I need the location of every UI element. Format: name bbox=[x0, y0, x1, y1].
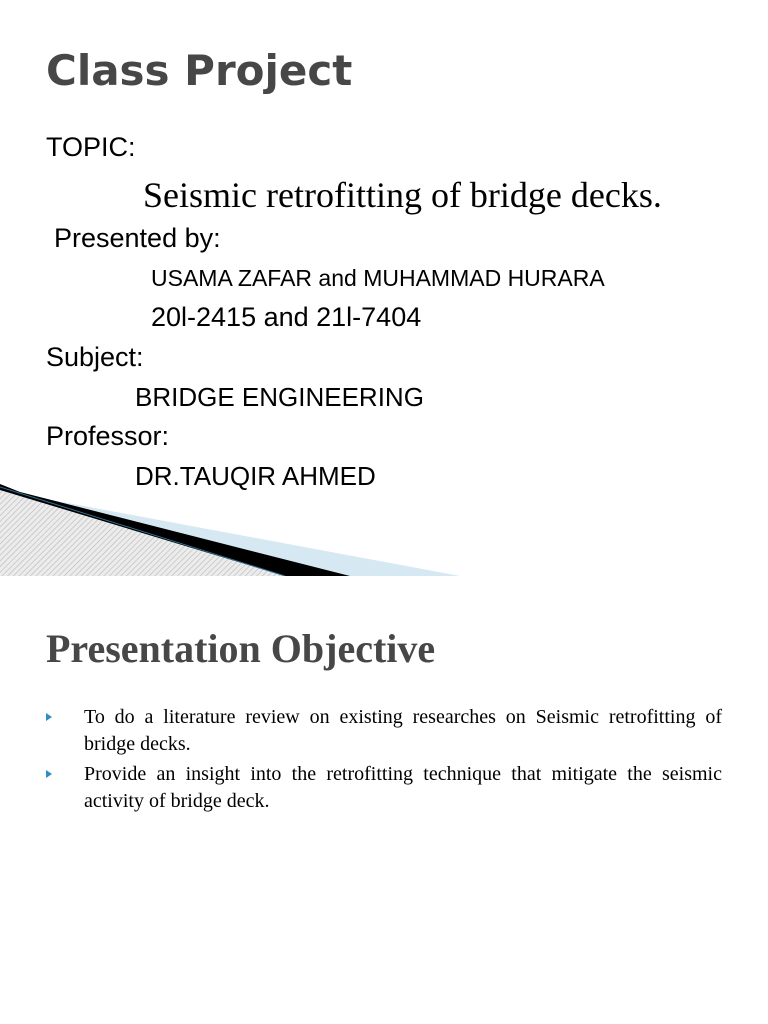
professor-label: Professor: bbox=[46, 421, 170, 451]
bullet-item bbox=[46, 704, 722, 758]
triangle-bullet-icon bbox=[46, 713, 52, 721]
objective-bullet-list bbox=[46, 704, 722, 818]
bullet-text: To do a literature review on existing researches on Seismic retrofitting of bridge decks. bbox=[84, 706, 722, 755]
objective-title: Presentation Objective bbox=[46, 626, 436, 671]
triangle-bullet-icon bbox=[46, 770, 52, 778]
subject-label: Subject: bbox=[46, 342, 144, 372]
decorative-swoosh bbox=[0, 470, 460, 576]
professor-value: DR.TAUQIR AHMED bbox=[135, 461, 376, 491]
subject-value: BRIDGE ENGINEERING bbox=[135, 382, 424, 412]
topic-text: Seismic retrofitting of bridge decks. bbox=[143, 175, 662, 215]
bullet-item bbox=[46, 761, 722, 815]
topic-label: TOPIC: bbox=[46, 132, 136, 162]
presenter-names: USAMA ZAFAR and MUHAMMAD HURARA bbox=[151, 265, 605, 291]
presented-by-label: Presented by: bbox=[54, 223, 221, 253]
presenter-ids: 20l-2415 and 21l-7404 bbox=[151, 302, 422, 332]
bullet-text: Provide an insight into the retrofitting technique that mitigate the seismic activity of bridge deck. bbox=[84, 763, 722, 812]
slide-title: Class Project bbox=[46, 46, 353, 95]
